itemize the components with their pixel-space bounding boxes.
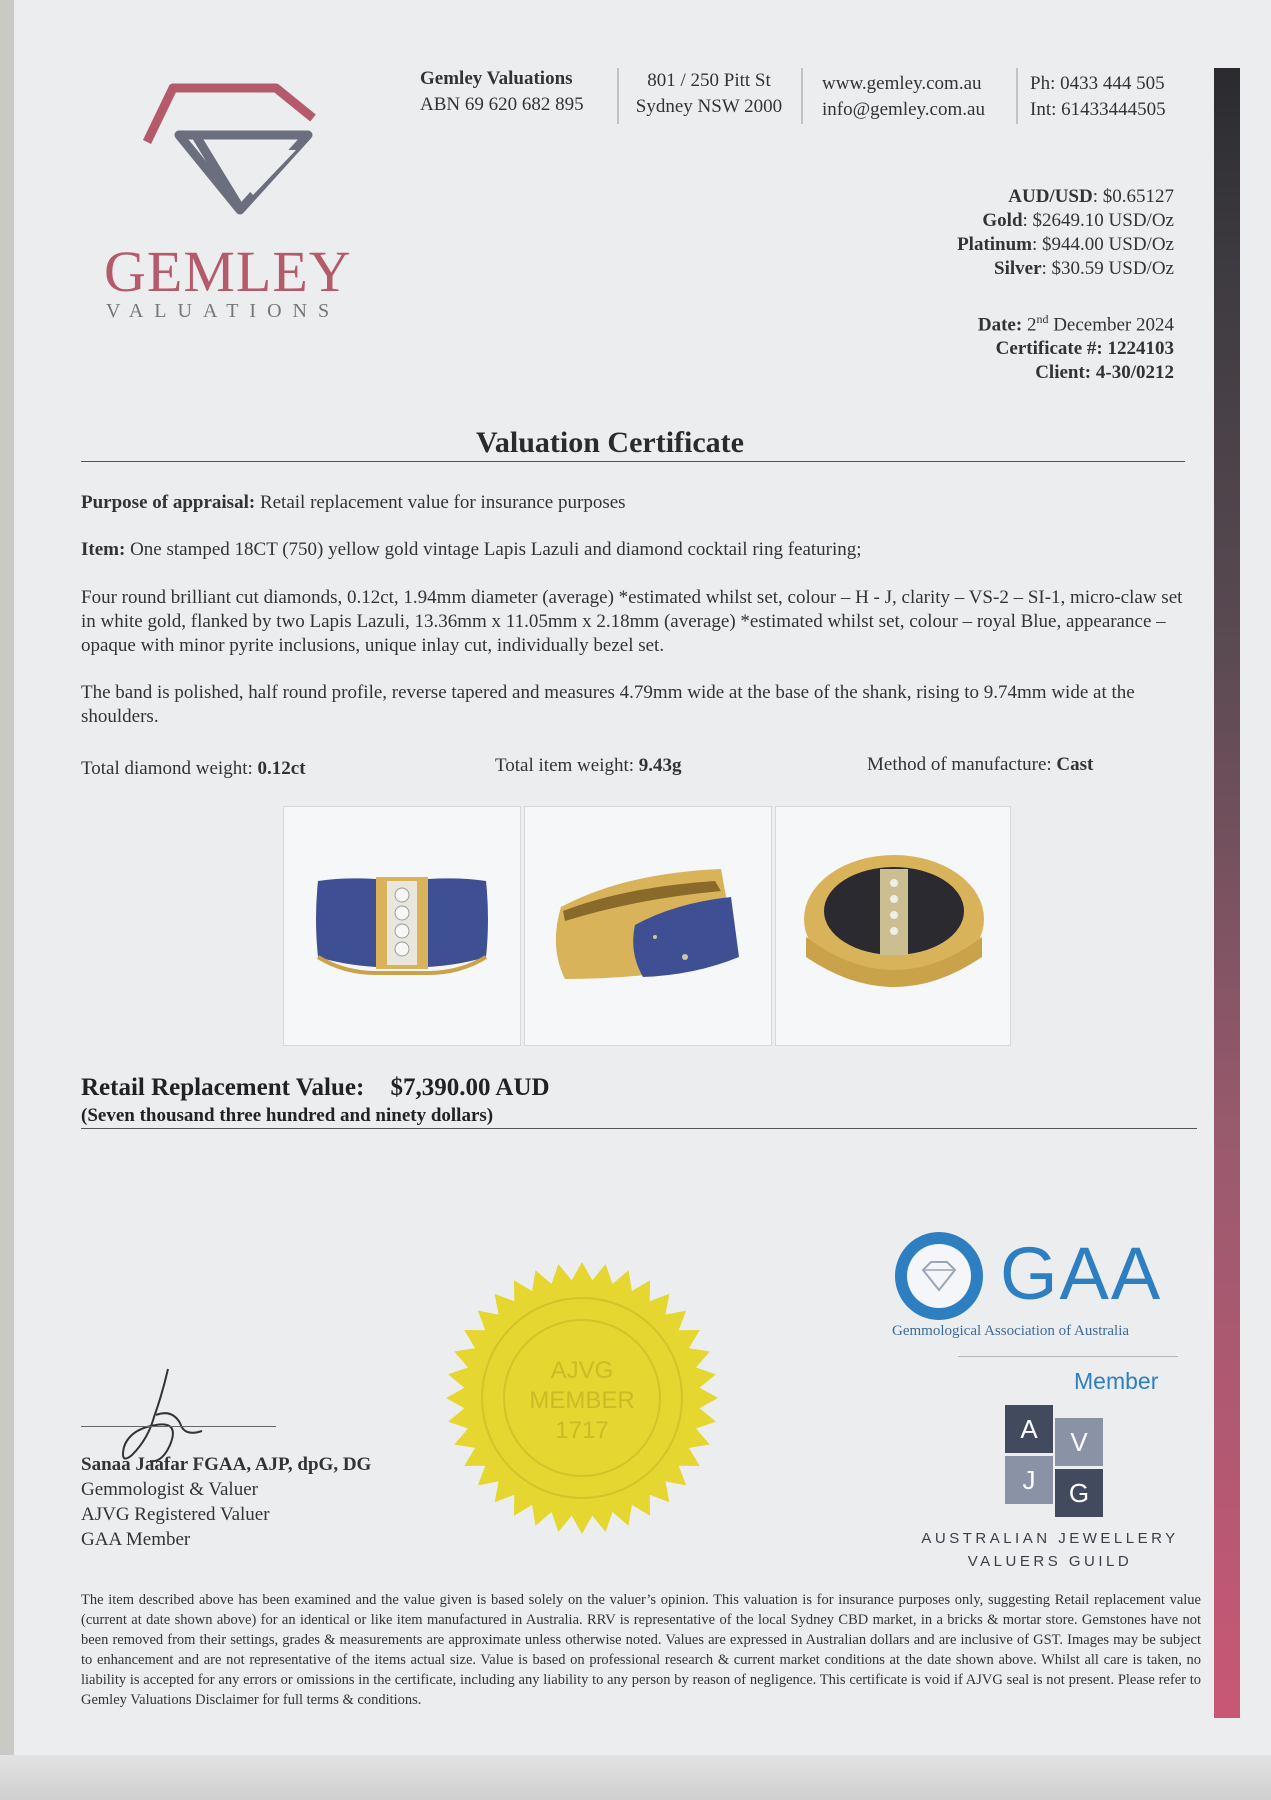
valuer-role: GAA Member	[81, 1529, 191, 1550]
ring-back-view-icon	[776, 807, 1010, 1045]
metal-rates	[957, 185, 1174, 281]
item-weight: Total item weight: 9.43g	[495, 755, 682, 776]
valuer-block	[81, 1452, 371, 1552]
logo-wordmark: GEMLEY	[104, 239, 352, 304]
ajvg-name-line-1: AUSTRALIAN JEWELLERY	[921, 1530, 1179, 1547]
email-link[interactable]: info@gemley.com.au	[822, 99, 985, 120]
gaa-wordmark: GAA	[1000, 1232, 1163, 1315]
ajvg-tile-j: J	[1005, 1456, 1053, 1504]
company-phone	[1030, 71, 1166, 123]
logo-subtitle: VALUATIONS	[106, 300, 341, 322]
company-info	[420, 66, 584, 118]
seal-line-1: AJVG	[550, 1357, 614, 1384]
gaa-divider	[958, 1356, 1178, 1357]
seal-line-2: MEMBER	[529, 1387, 635, 1414]
value-rule	[81, 1128, 1197, 1129]
diamond-weight: Total diamond weight: 0.12ct	[81, 758, 306, 779]
retail-value	[81, 1074, 550, 1102]
certificate-number: Certificate #: 1224103	[995, 338, 1174, 360]
seal-line-3: 1717	[555, 1417, 609, 1444]
purpose-line: Purpose of appraisal: Retail replacement value for insurance purposes	[81, 492, 626, 513]
ring-photo-top	[283, 806, 521, 1046]
item-line: Item: One stamped 18CT (750) yellow gold vintage Lapis Lazuli and diamond cocktail ring featuring;	[81, 539, 862, 560]
ajvg-tile-a: A	[1005, 1405, 1053, 1453]
rate-row: AUD/USD: $0.65127	[1008, 186, 1174, 207]
certificate-meta	[978, 307, 1174, 385]
phone-number: Ph: 0433 444 505	[1030, 73, 1165, 94]
header-divider	[801, 68, 803, 124]
company-abn: ABN 69 620 682 895	[420, 94, 584, 115]
company-name: Gemley Valuations	[420, 68, 573, 89]
retail-value-words: (Seven thousand three hundred and ninety dollars)	[81, 1105, 494, 1126]
title-rule	[81, 461, 1185, 462]
gaa-emblem-icon	[893, 1230, 985, 1322]
valuer-role: AJVG Registered Valuer	[81, 1504, 270, 1525]
rate-row: Gold: $2649.10 USD/Oz	[982, 210, 1174, 231]
page-title: Valuation Certificate	[475, 426, 744, 459]
address-line-2: Sydney NSW 2000	[635, 96, 783, 117]
disclaimer-text: The item described above has been examined and the value given is based solely on the valuer’s opinion. This valuation is for insurance purposes only, suggesting Retail replacement value (current at date shown above) for an identical or like item manufactured in Australia. RRV is representative of the local Sydney CBD market, in a bricks & mortar store. Gemstones have not been removed from their settings, grades & measurements are approximate unless otherwise noted. Values are expressed in Australian dollars and are inclusive of GST. Images may be subject to enhancement and are not representative of the items actual size. Value is based on professional research & current market conditions at the date shown above. Whilst all care is taken, no liability is accepted for any errors or omissions in the certificate, including any liability to any person by reason of negligence. This certificate is void if AJVG seal is not present. Please refer to Gemley Valuations Disclaimer for full terms & conditions.	[81, 1592, 1201, 1708]
ring-side-view-icon	[525, 807, 771, 1045]
header-divider	[617, 68, 619, 124]
website-link[interactable]: www.gemley.com.au	[822, 73, 982, 94]
ajvg-seal-icon	[442, 1258, 722, 1538]
ring-top-view-icon	[284, 807, 520, 1045]
decorative-side-bar	[1214, 68, 1240, 1718]
company-address	[628, 68, 790, 120]
certificate-date: Date: 2nd December 2024	[977, 312, 1174, 336]
band-description: The band is polished, half round profile, reverse tapered and measures 4.79mm wide at the base of the shank, rising to 9.74mm wide at the shoulders.	[81, 682, 1135, 727]
retail-value-label: Retail Replacement Value:	[81, 1074, 365, 1101]
gaa-member-label: Member	[1074, 1368, 1159, 1394]
company-web	[822, 71, 985, 123]
client-number: Client: 4-30/0212	[1035, 362, 1174, 384]
page-bottom-edge	[0, 1755, 1271, 1800]
signature-line	[81, 1426, 276, 1427]
rate-row: Silver: $30.59 USD/Oz	[994, 258, 1174, 279]
rate-row: Platinum: $944.00 USD/Oz	[957, 234, 1174, 255]
header-divider	[1016, 68, 1018, 124]
gaa-full-name: Gemmological Association of Australia	[892, 1323, 1130, 1339]
intl-phone-number: Int: 61433444505	[1030, 99, 1166, 120]
ajvg-tile-v: V	[1055, 1418, 1103, 1466]
manufacture-method: Method of manufacture: Cast	[867, 754, 1094, 775]
stone-description: Four round brilliant cut diamonds, 0.12ct, 1.94mm diameter (average) *estimated whilst set, colour – H - J, clarity – VS-2 – SI-1, micro-claw set in white gold, flanked by two Lapis Lazuli, 13.36mm x 11.05mm x 2.18mm (average) *estimated whilst set, colour – royal Blue, appearance – opaque with minor pyrite inclusions, unique inlay cut, individually bezel set.	[81, 587, 1183, 656]
address-line-1: 801 / 250 Pitt St	[647, 70, 771, 91]
retail-value-amount: $7,390.00 AUD	[390, 1074, 550, 1101]
ring-photo-side	[524, 806, 772, 1046]
valuer-name: Sanaa Jaafar FGAA, AJP, dpG, DG	[81, 1454, 372, 1475]
ajvg-name-line-2: VALUERS GUILD	[967, 1553, 1133, 1570]
valuer-role: Gemmologist & Valuer	[81, 1479, 258, 1500]
ajvg-tile-g: G	[1055, 1469, 1103, 1517]
ring-photo-back	[775, 806, 1011, 1046]
